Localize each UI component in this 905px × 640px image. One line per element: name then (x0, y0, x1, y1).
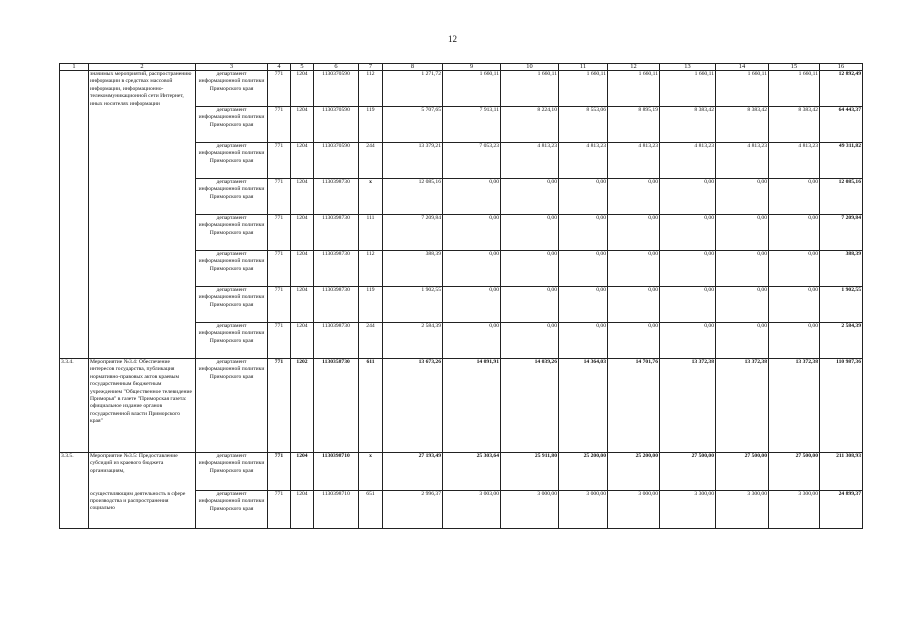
total-cell: 211 308,93 (820, 453, 863, 491)
header-cell: 11 (559, 64, 608, 71)
header-cell: 8 (383, 64, 443, 71)
value-cell: 13 372,38 (769, 359, 820, 453)
item-name: осуществляющим деятельность в сфере производства и распространения социально (89, 491, 196, 529)
value-cell: 4 813,23 (559, 143, 608, 179)
value-cell: 3 300,00 (716, 491, 769, 529)
value-cell: 27 500,00 (660, 453, 716, 491)
code-grbs: 771 (268, 251, 291, 287)
responsible-cell: департамент информационной политики Приморского края (196, 251, 268, 287)
total-cell: 24 899,37 (820, 491, 863, 529)
value-cell: 0,00 (559, 251, 608, 287)
value-cell: 12 085,16 (383, 179, 443, 215)
code-csr: 1130398730 (314, 251, 359, 287)
value-cell: 0,00 (501, 215, 559, 251)
code-rzpr: 1204 (291, 251, 314, 287)
code-vr: 651 (359, 491, 383, 529)
code-vr: x (359, 179, 383, 215)
value-cell: 1 902,55 (383, 287, 443, 323)
value-cell: 25 200,00 (559, 453, 608, 491)
code-vr: 244 (359, 323, 383, 359)
value-cell: 0,00 (660, 287, 716, 323)
code-grbs: 771 (268, 359, 291, 453)
value-cell: 0,00 (769, 323, 820, 359)
value-cell: 14 364,03 (559, 359, 608, 453)
code-csr: 1130398710 (314, 491, 359, 529)
table-row (60, 453, 863, 491)
value-cell: 0,00 (660, 323, 716, 359)
code-vr: 611 (359, 359, 383, 453)
code-csr: 1130370590 (314, 107, 359, 143)
budget-table (59, 63, 863, 529)
value-cell: 2 584,39 (383, 323, 443, 359)
value-cell: 0,00 (608, 179, 660, 215)
value-cell: 8 895,19 (608, 107, 660, 143)
value-cell: 0,00 (443, 287, 501, 323)
code-csr: 1130398730 (314, 179, 359, 215)
value-cell: 1 660,11 (443, 71, 501, 107)
total-cell: 1 902,55 (820, 287, 863, 323)
responsible-cell: департамент информационной политики Приморского края (196, 215, 268, 251)
responsible-cell: департамент информационной политики Приморского края (196, 179, 268, 215)
item-number (60, 71, 89, 359)
value-cell: 3 300,00 (660, 491, 716, 529)
value-cell: 0,00 (501, 287, 559, 323)
value-cell: 0,00 (443, 251, 501, 287)
value-cell: 25 200,00 (608, 453, 660, 491)
value-cell: 3 300,00 (769, 491, 820, 529)
value-cell: 4 813,23 (660, 143, 716, 179)
item-name: Мероприятие №3.4: Обеспечение интересов государства, публикация нормативно-правовых актов краевым государственным бюджетным учреждением "Общественное телевидение Приморья" в газете "Приморская газета: официальное издание органов государственной власти Приморского края" (89, 359, 196, 453)
value-cell: 0,00 (660, 215, 716, 251)
header-cell: 7 (359, 64, 383, 71)
code-vr: 112 (359, 251, 383, 287)
value-cell: 0,00 (769, 251, 820, 287)
value-cell: 4 813,23 (769, 143, 820, 179)
value-cell: 1 660,11 (559, 71, 608, 107)
value-cell: 0,00 (501, 251, 559, 287)
header-row (60, 64, 863, 71)
code-grbs: 771 (268, 287, 291, 323)
table-row (60, 491, 863, 529)
value-cell: 0,00 (716, 215, 769, 251)
item-name: Мероприятие №3.5: Предоставление субсидий из краевого бюджета организациям, (89, 453, 196, 491)
value-cell: 4 813,23 (608, 143, 660, 179)
code-rzpr: 1204 (291, 179, 314, 215)
value-cell: 25 911,80 (501, 453, 559, 491)
header-cell: 2 (89, 64, 196, 71)
total-cell: 388,39 (820, 251, 863, 287)
total-cell: 12 892,49 (820, 71, 863, 107)
value-cell: 0,00 (443, 179, 501, 215)
page-number: 12 (448, 34, 457, 44)
header-cell: 1 (60, 64, 89, 71)
value-cell: 27 500,00 (769, 453, 820, 491)
code-rzpr: 1204 (291, 71, 314, 107)
code-rzpr: 1202 (291, 359, 314, 453)
value-cell: 3 000,00 (559, 491, 608, 529)
value-cell: 1 660,11 (501, 71, 559, 107)
code-csr: 1130398730 (314, 323, 359, 359)
code-rzpr: 1204 (291, 107, 314, 143)
value-cell: 5 707,65 (383, 107, 443, 143)
code-vr: x (359, 453, 383, 491)
value-cell: 7 913,11 (443, 107, 501, 143)
code-rzpr: 1204 (291, 287, 314, 323)
header-cell: 15 (769, 64, 820, 71)
value-cell: 13 379,21 (383, 143, 443, 179)
code-grbs: 771 (268, 179, 291, 215)
value-cell: 14 039,26 (501, 359, 559, 453)
item-name: значимых мероприятий, распространению информации в средствах массовой информации, информационно-телекоммуникационной сети Интернет, иных носителях информации (89, 71, 196, 359)
code-rzpr: 1204 (291, 491, 314, 529)
value-cell: 0,00 (608, 287, 660, 323)
value-cell: 3 000,00 (501, 491, 559, 529)
value-cell: 0,00 (716, 179, 769, 215)
value-cell: 1 660,11 (660, 71, 716, 107)
header-cell: 6 (314, 64, 359, 71)
code-csr: 1130370590 (314, 143, 359, 179)
code-grbs: 771 (268, 215, 291, 251)
responsible-cell: департамент информационной политики Приморского края (196, 453, 268, 491)
value-cell: 3 003,00 (443, 491, 501, 529)
item-number: 3.3.5. (60, 453, 89, 529)
code-rzpr: 1204 (291, 143, 314, 179)
value-cell: 0,00 (660, 251, 716, 287)
total-cell: 7 209,84 (820, 215, 863, 251)
code-vr: 119 (359, 287, 383, 323)
responsible-cell: департамент информационной политики Приморского края (196, 323, 268, 359)
table-row (60, 71, 863, 107)
total-cell: 2 584,39 (820, 323, 863, 359)
value-cell: 0,00 (608, 251, 660, 287)
header-cell: 3 (196, 64, 268, 71)
code-rzpr: 1204 (291, 323, 314, 359)
item-number: 3.3.4. (60, 359, 89, 453)
table-row (60, 359, 863, 453)
code-csr: 1130370590 (314, 71, 359, 107)
header-cell: 9 (443, 64, 501, 71)
value-cell: 0,00 (608, 215, 660, 251)
code-csr: 1130398730 (314, 215, 359, 251)
code-csr: 1130398710 (314, 453, 359, 491)
value-cell: 0,00 (443, 215, 501, 251)
code-grbs: 771 (268, 323, 291, 359)
value-cell: 0,00 (559, 179, 608, 215)
value-cell: 2 996,37 (383, 491, 443, 529)
value-cell: 8 383,42 (660, 107, 716, 143)
header-cell: 4 (268, 64, 291, 71)
code-grbs: 771 (268, 107, 291, 143)
value-cell: 0,00 (559, 287, 608, 323)
responsible-cell: департамент информационной политики Приморского края (196, 143, 268, 179)
code-vr: 111 (359, 215, 383, 251)
code-vr: 112 (359, 71, 383, 107)
code-grbs: 771 (268, 143, 291, 179)
header-cell: 12 (608, 64, 660, 71)
responsible-cell: департамент информационной политики Приморского края (196, 107, 268, 143)
value-cell: 0,00 (559, 215, 608, 251)
value-cell: 3 000,00 (608, 491, 660, 529)
code-csr: 1130398730 (314, 287, 359, 323)
value-cell: 0,00 (716, 323, 769, 359)
header-cell: 5 (291, 64, 314, 71)
value-cell: 0,00 (501, 179, 559, 215)
value-cell: 4 813,23 (501, 143, 559, 179)
code-rzpr: 1204 (291, 215, 314, 251)
value-cell: 8 383,42 (769, 107, 820, 143)
code-csr: 1130358730 (314, 359, 359, 453)
value-cell: 1 660,11 (716, 71, 769, 107)
code-grbs: 771 (268, 453, 291, 491)
value-cell: 1 271,72 (383, 71, 443, 107)
value-cell: 0,00 (769, 179, 820, 215)
code-vr: 244 (359, 143, 383, 179)
responsible-cell: департамент информационной политики Приморского края (196, 359, 268, 453)
value-cell: 0,00 (443, 323, 501, 359)
value-cell: 8 383,42 (716, 107, 769, 143)
header-cell: 14 (716, 64, 769, 71)
value-cell: 7 209,84 (383, 215, 443, 251)
value-cell: 8 553,06 (559, 107, 608, 143)
value-cell: 14 091,91 (443, 359, 501, 453)
value-cell: 0,00 (559, 323, 608, 359)
value-cell: 8 224,10 (501, 107, 559, 143)
responsible-cell: департамент информационной политики Приморского края (196, 71, 268, 107)
total-cell: 12 085,16 (820, 179, 863, 215)
value-cell: 13 372,38 (716, 359, 769, 453)
value-cell: 1 660,11 (769, 71, 820, 107)
value-cell: 0,00 (716, 251, 769, 287)
value-cell: 0,00 (716, 287, 769, 323)
value-cell: 0,00 (608, 323, 660, 359)
value-cell: 1 660,11 (608, 71, 660, 107)
value-cell: 13 372,38 (660, 359, 716, 453)
value-cell: 0,00 (660, 179, 716, 215)
responsible-cell: департамент информационной политики Приморского края (196, 287, 268, 323)
value-cell: 0,00 (769, 287, 820, 323)
header-cell: 10 (501, 64, 559, 71)
value-cell: 25 303,64 (443, 453, 501, 491)
value-cell: 13 673,26 (383, 359, 443, 453)
responsible-cell: департамент информационной политики Приморского края (196, 491, 268, 529)
total-cell: 49 311,82 (820, 143, 863, 179)
code-grbs: 771 (268, 71, 291, 107)
value-cell: 388,39 (383, 251, 443, 287)
total-cell: 64 443,37 (820, 107, 863, 143)
total-cell: 110 987,36 (820, 359, 863, 453)
code-vr: 119 (359, 107, 383, 143)
header-cell: 16 (820, 64, 863, 71)
header-cell: 13 (660, 64, 716, 71)
value-cell: 4 813,23 (716, 143, 769, 179)
code-rzpr: 1204 (291, 453, 314, 491)
value-cell: 14 701,76 (608, 359, 660, 453)
value-cell: 0,00 (769, 215, 820, 251)
value-cell: 27 500,00 (716, 453, 769, 491)
code-grbs: 771 (268, 491, 291, 529)
value-cell: 0,00 (501, 323, 559, 359)
value-cell: 27 193,49 (383, 453, 443, 491)
value-cell: 7 053,23 (443, 143, 501, 179)
